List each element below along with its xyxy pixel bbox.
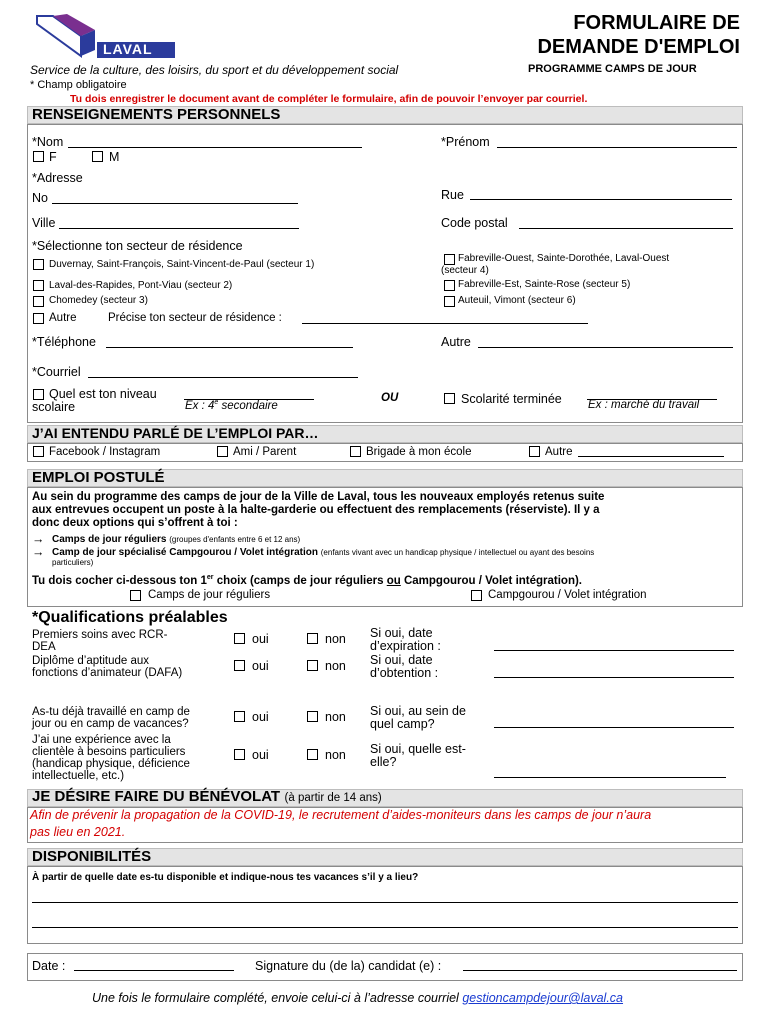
checkbox-autre-source[interactable] — [529, 446, 540, 457]
f-label: F — [49, 150, 57, 164]
checkbox-secteur-autre[interactable] — [33, 313, 44, 324]
secteur-autre-label: Autre — [49, 312, 77, 324]
email-link[interactable]: gestioncampdejour@laval.ca — [462, 991, 624, 1005]
program-label: PROGRAMME CAMPS DE JOUR — [528, 63, 697, 75]
d4-label-2: elle? — [370, 755, 397, 769]
niveau-hint: Ex : 4e secondaire — [185, 399, 278, 412]
campgourou-label: Campgourou / Volet intégration — [488, 589, 647, 601]
dispo-question: À partir de quelle date es-tu disponible et indique-nous tes vacances s’il y a lieu? — [32, 872, 419, 883]
qualif-title: *Qualifications préalables — [32, 609, 228, 626]
checkbox-secteur-5[interactable] — [444, 280, 455, 291]
d1-field[interactable] — [494, 650, 734, 651]
section-title-emploi: EMPLOI POSTULÉ — [32, 469, 165, 486]
prenom-field[interactable] — [497, 147, 737, 148]
q2-label: Diplôme d’aptitude aux — [32, 655, 149, 667]
q4-label-2: clientèle à besoins particuliers — [32, 746, 186, 758]
non-label: non — [325, 632, 346, 646]
checkbox-secteur-1[interactable] — [33, 259, 44, 270]
q3-label: As-tu déjà travaillé en camp de — [32, 706, 190, 718]
dispo-line-1[interactable] — [32, 902, 738, 903]
non-label: non — [325, 710, 346, 724]
secteur-4-label: Fabreville-Ouest, Sainte-Dorothée, Laval-Ouest — [458, 253, 670, 264]
autre-source-field[interactable] — [578, 456, 724, 457]
checkbox-niveau[interactable] — [33, 389, 44, 400]
checkbox-q4-non[interactable] — [307, 749, 318, 760]
checkbox-q3-non[interactable] — [307, 711, 318, 722]
section-title-dispo: DISPONIBILITÉS — [32, 848, 152, 865]
no-field[interactable] — [52, 203, 298, 204]
send-instruction: Une fois le formulaire complété, envoie celui-ci à l’adresse courriel gestioncampdejour@laval.ca — [92, 991, 624, 1005]
nom-label: *Nom — [32, 135, 64, 149]
d3-field[interactable] — [494, 727, 734, 728]
option-1-text: Camps de jour réguliers (groupes d'enfants entre 6 et 12 ans) — [52, 534, 301, 545]
ami-label: Ami / Parent — [233, 446, 297, 458]
logo-text: LAVAL — [103, 41, 153, 57]
q3-label-2: jour ou en camp de vacances? — [32, 718, 189, 730]
section-title-entendu: J’AI ENTENDU PARLÉ DE L’EMPLOI PAR… — [32, 425, 319, 441]
date-label: Date : — [32, 959, 66, 973]
checkbox-q2-oui[interactable] — [234, 660, 245, 671]
checkbox-brigade[interactable] — [350, 446, 361, 457]
checkbox-q4-oui[interactable] — [234, 749, 245, 760]
q4-label: J’ai une expérience avec la — [32, 734, 171, 746]
covid-note-2: pas lieu en 2021. — [30, 825, 126, 839]
checkbox-secteur-6[interactable] — [444, 296, 455, 307]
nom-field[interactable] — [68, 147, 362, 148]
m-label: M — [109, 150, 120, 164]
prenom-label: *Prénom — [441, 135, 490, 149]
form-title-line2: DEMANDE D'EMPLOI — [537, 36, 740, 58]
q4-label-4: intellectuelle, etc.) — [32, 770, 125, 782]
form-title-line1: FORMULAIRE DE — [573, 12, 740, 34]
niveau-label: Quel est ton niveau — [49, 387, 157, 401]
secteur-6-label: Auteuil, Vimont (secteur 6) — [458, 295, 576, 306]
checkbox-secteur-3[interactable] — [33, 296, 44, 307]
secteur-4-label-2: (secteur 4) — [441, 265, 489, 276]
ville-field[interactable] — [59, 228, 299, 229]
rue-label: Rue — [441, 188, 464, 202]
checkbox-q2-non[interactable] — [307, 660, 318, 671]
non-label: non — [325, 659, 346, 673]
service-label: Service de la culture, des loisirs, du sport et du développement social — [30, 63, 399, 77]
ou-label: OU — [381, 392, 399, 404]
niveau-label-2: scolaire — [32, 400, 76, 414]
d3-label-2: quel camp? — [370, 717, 435, 731]
rue-field[interactable] — [470, 199, 732, 200]
oui-label: oui — [252, 748, 269, 762]
d2-label: Si oui, date — [370, 653, 433, 667]
d4-field[interactable] — [494, 777, 726, 778]
d1-label: Si oui, date — [370, 626, 433, 640]
no-label: No — [32, 191, 48, 205]
save-warning: Tu dois enregistrer le document avant de compléter le formulaire, afin de pouvoir l’envoyer par courriel. — [70, 93, 588, 105]
secteur-prompt: *Sélectionne ton secteur de résidence — [32, 239, 243, 253]
arrow-icon: → — [32, 545, 45, 559]
precise-secteur-field[interactable] — [302, 323, 588, 324]
checkbox-scolarite[interactable] — [444, 393, 455, 404]
dispo-line-2[interactable] — [32, 927, 738, 928]
checkbox-ami[interactable] — [217, 446, 228, 457]
q4-label-3: (handicap physique, déficience — [32, 758, 190, 770]
courriel-label: *Courriel — [32, 365, 81, 379]
scolarite-label: Scolarité terminée — [461, 392, 562, 406]
secteur-3-label: Chomedey (secteur 3) — [49, 295, 148, 306]
checkbox-campgourou[interactable] — [471, 590, 482, 601]
precise-secteur-label: Précise ton secteur de résidence : — [108, 312, 282, 324]
checkbox-q1-oui[interactable] — [234, 633, 245, 644]
q1-label: Premiers soins avec RCR- — [32, 629, 168, 641]
secteur-2-label: Laval-des-Rapides, Pont-Viau (secteur 2) — [49, 280, 233, 291]
d2-label-2: d’obtention : — [370, 666, 439, 680]
laval-logo — [33, 12, 178, 62]
checkbox-secteur-2[interactable] — [33, 280, 44, 291]
option-2-text-2: particuliers) — [52, 558, 94, 567]
d1-label-2: d’expiration : — [370, 639, 441, 653]
q2-label-2: fonctions d’animateur (DAFA) — [32, 667, 183, 679]
section-title-benevolat: JE DÉSIRE FAIRE DU BÉNÉVOLAT (à partir de 14 ans) — [32, 788, 382, 805]
camps-reguliers-label: Camps de jour réguliers — [148, 589, 271, 601]
choice-instruction: Tu dois cocher ci-dessous ton 1er choix (camps de jour réguliers ou Campgourou / Volet intégration). — [32, 574, 583, 587]
emploi-intro-2: aux entrevues occupent un poste à la halte-garderie ou effectuent des remplacements (réserviste). Il y a — [32, 504, 600, 516]
date-field[interactable] — [74, 970, 234, 971]
oui-label: oui — [252, 632, 269, 646]
emploi-intro-3: donc deux options qui s’offrent à toi : — [32, 517, 238, 529]
perso-box — [27, 124, 743, 423]
courriel-field[interactable] — [88, 377, 358, 378]
code-postal-field[interactable] — [519, 228, 733, 229]
checkbox-facebook[interactable] — [33, 446, 44, 457]
autre-source-label: Autre — [545, 446, 573, 458]
autre-tel-field[interactable] — [478, 347, 733, 348]
q1-label-2: DEA — [32, 641, 56, 653]
checkbox-camps-reguliers[interactable] — [130, 590, 141, 601]
checkbox-m[interactable] — [92, 151, 103, 162]
scolarite-hint: Ex : marché du travail — [588, 399, 700, 411]
non-label: non — [325, 748, 346, 762]
d3-label: Si oui, au sein de — [370, 704, 466, 718]
telephone-label: *Téléphone — [32, 335, 96, 349]
code-postal-label: Code postal — [441, 216, 508, 230]
emploi-intro-1: Au sein du programme des camps de jour de la Ville de Laval, tous les nouveaux employés retenus suite — [32, 491, 605, 503]
covid-note: Afin de prévenir la propagation de la COVID-19, le recrutement d’aides-moniteurs dans les camps de jour n’aura — [30, 808, 652, 822]
required-note: * Champ obligatoire — [30, 79, 127, 91]
brigade-label: Brigade à mon école — [366, 446, 472, 458]
signature-label: Signature du (de la) candidat (e) : — [255, 959, 442, 973]
ville-label: Ville — [32, 216, 56, 230]
oui-label: oui — [252, 659, 269, 673]
signature-field[interactable] — [463, 970, 737, 971]
autre-tel-label: Autre — [441, 335, 471, 349]
checkbox-q1-non[interactable] — [307, 633, 318, 644]
secteur-5-label: Fabreville-Est, Sainte-Rose (secteur 5) — [458, 279, 631, 290]
arrow-icon: → — [32, 532, 45, 546]
d2-field[interactable] — [494, 677, 734, 678]
d4-label: Si oui, quelle est- — [370, 742, 466, 756]
checkbox-secteur-4[interactable] — [444, 254, 455, 265]
secteur-1-label: Duvernay, Saint-François, Saint-Vincent-de-Paul (secteur 1) — [49, 259, 315, 270]
checkbox-f[interactable] — [33, 151, 44, 162]
section-title-perso: RENSEIGNEMENTS PERSONNELS — [32, 106, 281, 123]
option-2-text: Camp de jour spécialisé Campgourou / Volet intégration (enfants vivant avec un handicap physique / intellectuel ou ayant des besoins — [52, 547, 595, 558]
checkbox-q3-oui[interactable] — [234, 711, 245, 722]
adresse-label: *Adresse — [32, 171, 83, 185]
telephone-field[interactable] — [106, 347, 353, 348]
facebook-label: Facebook / Instagram — [49, 446, 161, 458]
oui-label: oui — [252, 710, 269, 724]
